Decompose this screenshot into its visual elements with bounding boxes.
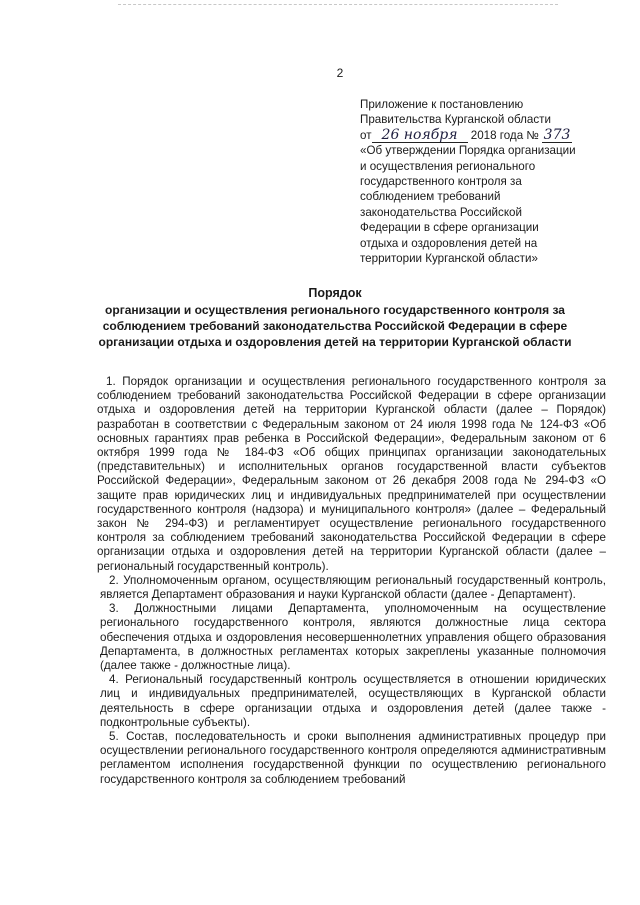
annex-block bbox=[360, 97, 610, 266]
paragraph-5: 5. Состав, последовательность и сроки выполнения административных процедур при осуществлении регионального государственного контроля определяются административным регламентом исполнения государственной функции по осуществлению регионального государственного контроля за соблюдением требований bbox=[100, 730, 606, 786]
paragraph-4: 4. Региональный государственный контроль осуществляется в отношении юридических лиц и индивидуальных предпринимателей, осуществляющих в Курганской области деятельность в сфере организации отдыха и оздоровления детей (далее также - подконтрольные субъекты). bbox=[100, 673, 606, 729]
annex-about-line: соблюдением требований bbox=[360, 190, 501, 204]
annex-about-line: и осуществления регионального bbox=[360, 159, 536, 173]
scan-artifact-line bbox=[118, 4, 558, 5]
document-body bbox=[97, 375, 606, 787]
annex-from-label: от bbox=[360, 128, 372, 142]
annex-line-2: Правительства Курганской области bbox=[360, 113, 551, 127]
annex-date-line bbox=[360, 128, 610, 143]
handwritten-number: 373 bbox=[543, 126, 571, 143]
number-field bbox=[542, 126, 572, 143]
document-title bbox=[40, 285, 630, 350]
title-line: соблюдением требований законодательства Российской Федерации в сфере bbox=[102, 319, 568, 333]
paragraph-3: 3. Должностными лицами Департамента, уполномоченным на осуществление регионального государственного контроля, являются должностные лица сектора обеспечения отдыха и оздоровления несовершеннолетних управления общего образования Департамента, в должностных регламентах которых закреплены указанные полномочия (далее также - должностные лица). bbox=[100, 602, 606, 673]
page-number: 2 bbox=[336, 66, 344, 80]
paragraph-1: 1. Порядок организации и осуществления регионального государственного контроля за соблюдением требований законодательства Российской Федерации в сфере организации отдыха и оздоровления детей на территории Курганской области (далее – Порядок) разработан в соответствии с Федеральным законом от 24 июля 1998 года № 124-ФЗ «Об основных гарантиях прав ребенка в Российской Федерации», Федеральным законом от 6 октября 1999 года № 184-ФЗ «Об общих принципах организации законодательных (представительных) и исполнительных органов государственной власти субъектов Российской Федерации», Федеральным законом от 26 декабря 2008 года № 294-ФЗ «О защите прав юридических лиц и индивидуальных предпринимателей при осуществлении государственного контроля (надзора) и муниципального контроля» (далее – Федеральный закон № 294-ФЗ) и регламентирует осуществление регионального государственного контроля за соблюдением требований законодательства Российской Федерации в сфере организации отдыха и оздоровления детей на территории Курганской области (далее – региональный государственный контроль). bbox=[97, 375, 606, 573]
annex-year-text: 2018 года № bbox=[470, 128, 539, 142]
annex-line-1: Приложение к постановлению bbox=[360, 98, 524, 111]
handwritten-date: 26 ноября bbox=[381, 126, 458, 143]
annex-about-line: законодательства Российской bbox=[360, 205, 522, 219]
title-heading: Порядок bbox=[308, 286, 362, 300]
annex-about-line: «Об утверждении Порядка организации bbox=[360, 144, 576, 158]
paragraph-2: 2. Уполномоченным органом, осуществляющим региональный государственный контроль, является Департамент образования и науки Курганской области (далее - Департамент). bbox=[100, 573, 606, 602]
title-line: организации отдыха и оздоровления детей на территории Курганской области bbox=[98, 335, 572, 349]
annex-about-line: территории Курганской области» bbox=[360, 252, 538, 266]
annex-about-line: государственного контроля за bbox=[360, 175, 522, 189]
date-field bbox=[372, 126, 468, 143]
annex-about-line: Федерации в сфере организации bbox=[360, 221, 539, 235]
title-line: организации и осуществления регионального государственного контроля за bbox=[105, 303, 565, 317]
annex-about-line: отдыха и оздоровления детей на bbox=[360, 236, 538, 250]
